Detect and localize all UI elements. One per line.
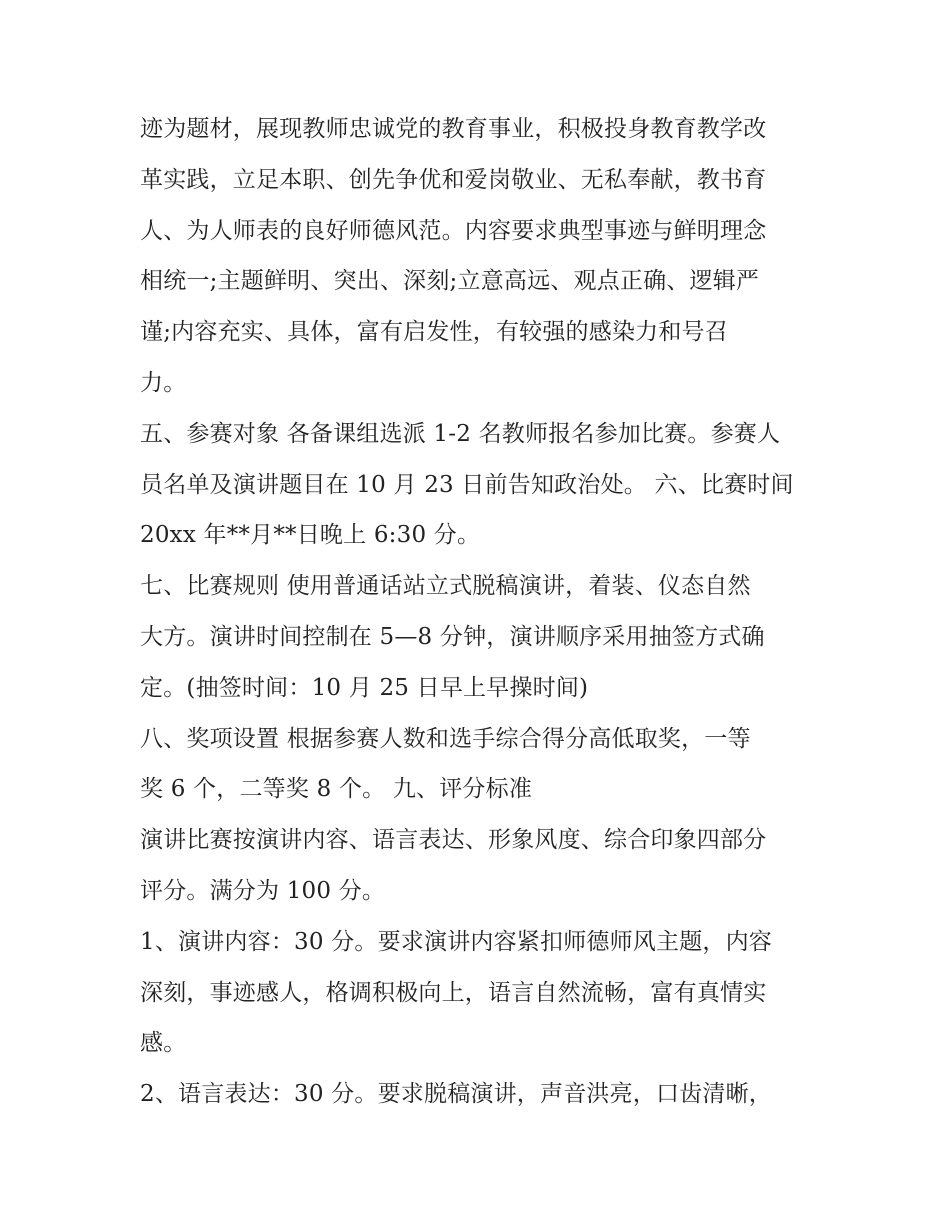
text-line: 员名单及演讲题目在 10 月 23 日前告知政治处。 六、比赛时间: [140, 471, 794, 498]
text-line: 相统一;主题鲜明、突出、深刻;立意高远、观点正确、逻辑严: [140, 268, 760, 295]
text-line: 奖 6 个，二等奖 8 个。 九、评分标准: [140, 776, 533, 803]
text-line: 2、语言表达：30 分。要求脱稿演讲，声音洪亮，口齿清晰，: [140, 1081, 773, 1108]
text-line: 定。(抽签时间：10 月 25 日早上早操时间): [140, 674, 589, 701]
document-body: [140, 104, 830, 1120]
text-line: 感。: [140, 1030, 187, 1057]
text-line: 演讲比赛按演讲内容、语言表达、形象风度、综合印象四部分: [140, 827, 767, 854]
text-line: 迹为题材，展现教师忠诚党的教育事业，积极投身教育教学改: [140, 116, 767, 142]
text-line: 五、参赛对象 各备课组选派 1-2 名教师报名参加比赛。参赛人: [140, 420, 781, 447]
text-line: 20xx 年**月**日晚上 6:30 分。: [140, 522, 481, 549]
text-line: 1、演讲内容：30 分。要求演讲内容紧扣师德师风主题，内容: [140, 928, 773, 955]
text-line: 评分。满分为 100 分。: [140, 877, 386, 904]
text-line: 大方。演讲时间控制在 5—8 分钟，演讲顺序采用抽签方式确: [140, 623, 765, 650]
text-line: 人、为人师表的良好师德风范。内容要求典型事迹与鲜明理念: [140, 217, 767, 244]
text-line: 力。: [140, 369, 187, 396]
text-line: 八、奖项设置 根据参赛人数和选手综合得分高低取奖，一等: [140, 725, 751, 752]
text-line: 深刻，事迹感人，格调积极向上，语言自然流畅，富有真情实: [140, 979, 767, 1006]
text-line: 革实践，立足本职、创先争优和爱岗敬业、无私奉献，教书育: [140, 166, 767, 193]
text-line: 谨;内容充实、具体，富有启发性，有较强的感染力和号召: [140, 319, 728, 346]
text-line: 七、比赛规则 使用普通话站立式脱稿演讲，着装、仪态自然: [140, 573, 751, 600]
